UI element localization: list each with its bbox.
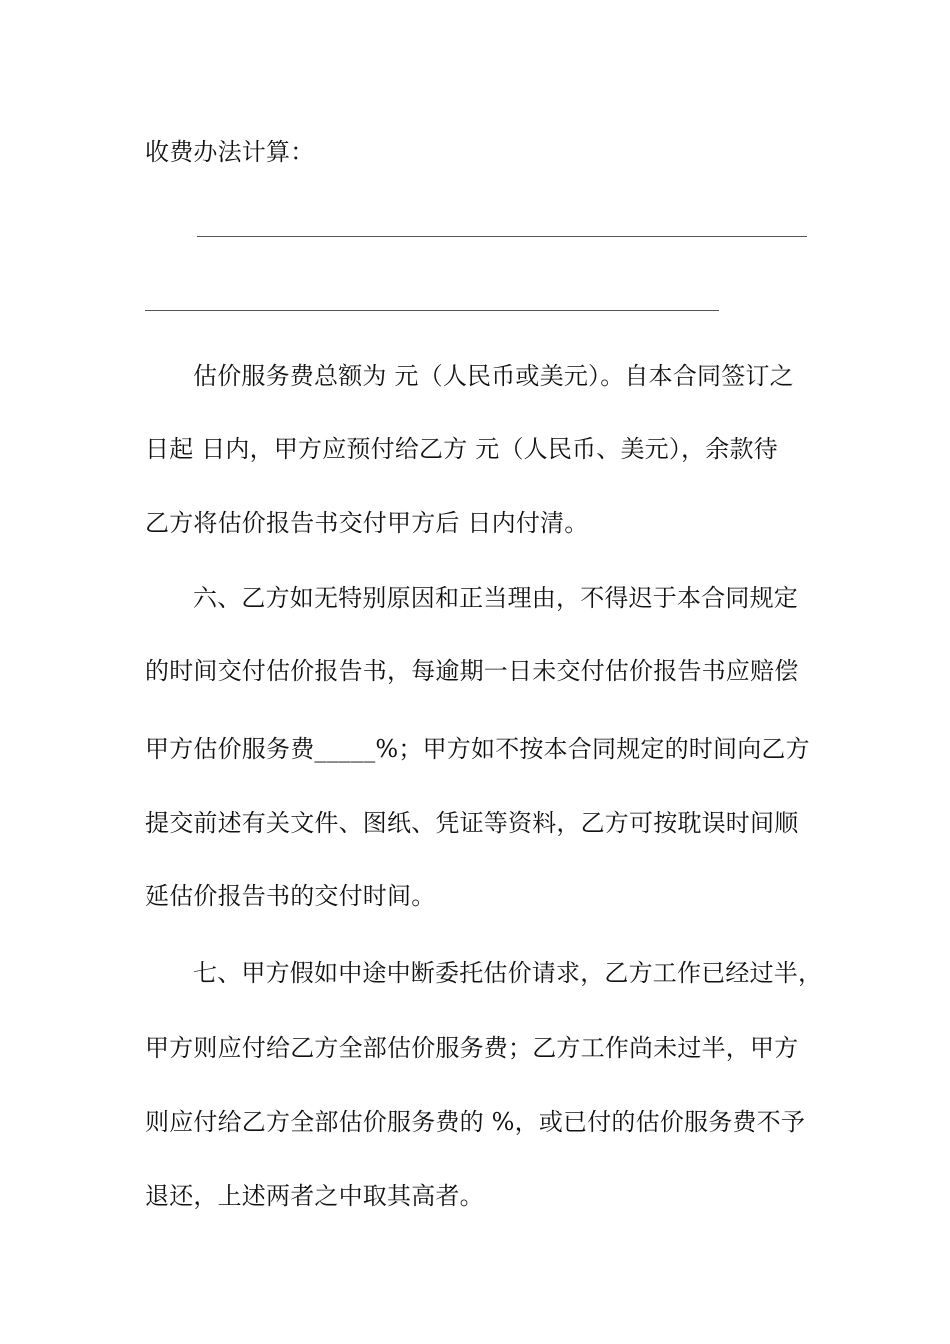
blank-fill-line-1 bbox=[197, 236, 807, 237]
blank-fill-line-2 bbox=[145, 310, 719, 311]
text-line-balance: 乙方将估价报告书交付甲方后 日内付清。 bbox=[145, 509, 589, 537]
text-line-clause-6-end: 延估价报告书的交付时间。 bbox=[145, 882, 436, 910]
text-line-clause-7-half: 甲方则应付给乙方全部估价服务费；乙方工作尚未过半，甲方 bbox=[145, 1034, 799, 1062]
text-line-clause-6-start: 六、乙方如无特别原因和正当理由，不得迟于本合同规定 bbox=[193, 584, 798, 612]
text-line-total-fee: 估价服务费总额为 元（人民币或美元）。自本合同签订之 bbox=[193, 362, 794, 390]
text-line-clause-7-start: 七、甲方假如中途中断委托估价请求，乙方工作已经过半， bbox=[193, 959, 823, 987]
text-line-clause-7-end: 退还，上述两者之中取其高者。 bbox=[145, 1182, 484, 1210]
text-line-clause-6-penalty: 甲方估价服务费_____%；甲方如不按本合同规定的时间向乙方 bbox=[145, 735, 810, 763]
text-line-clause-6-documents: 提交前述有关文件、图纸、凭证等资料，乙方可按耽误时间顺 bbox=[145, 809, 799, 837]
text-line-clause-7-percent: 则应付给乙方全部估价服务费的 %，或已付的估价服务费不予 bbox=[145, 1108, 806, 1136]
text-line-clause-6-delay: 的时间交付估价报告书，每逾期一日未交付估价报告书应赔偿 bbox=[145, 657, 799, 685]
text-line-prepayment: 日起 日内，甲方应预付给乙方 元（人民币、美元），余款待 bbox=[145, 435, 778, 463]
text-line-fee-method: 收费办法计算： bbox=[145, 138, 315, 166]
